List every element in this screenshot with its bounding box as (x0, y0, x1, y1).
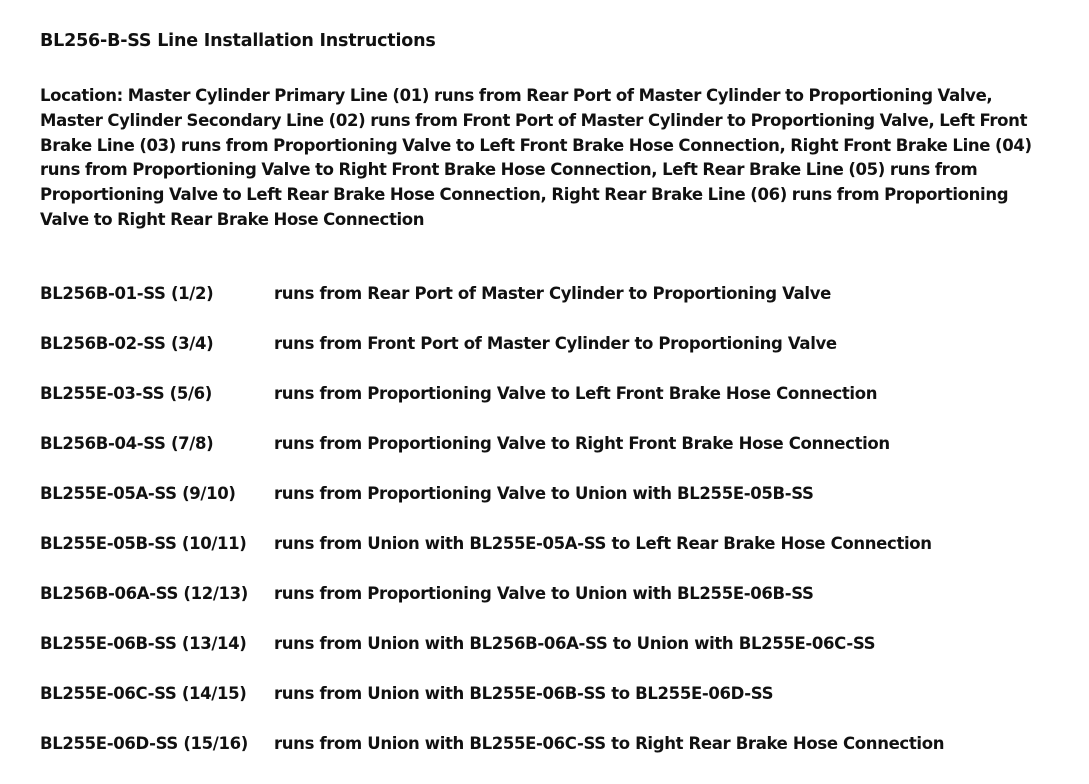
line-part-number: BL255E-05A-SS (9/10) (40, 484, 236, 503)
line-part-number: BL255E-05B-SS (10/11) (40, 534, 247, 553)
line-part-number: BL256B-04-SS (7/8) (40, 434, 214, 453)
line-description: runs from Proportioning Valve to Union with BL255E-05B-SS (274, 484, 814, 503)
line-description: runs from Union with BL255E-06C-SS to Right Rear Brake Hose Connection (274, 734, 945, 753)
line-description: runs from Union with BL255E-05A-SS to Left Rear Brake Hose Connection (274, 534, 932, 553)
line-row (40, 532, 1060, 582)
line-description: runs from Proportioning Valve to Union with BL255E-06B-SS (274, 584, 814, 603)
line-row (40, 332, 1060, 382)
line-part-number: BL256B-01-SS (1/2) (40, 284, 214, 303)
line-part-number: BL256B-06A-SS (12/13) (40, 584, 248, 603)
line-part-number: BL256B-02-SS (3/4) (40, 334, 214, 353)
line-row (40, 632, 1060, 682)
line-row (40, 682, 1060, 732)
location-paragraph: Location: Master Cylinder Primary Line (01) runs from Rear Port of Master Cylinder to Proportioning Valve, Master Cylinder Secondary Line (02) runs from Front Port of Master Cylinder to Proportioning Valve, Left Front Brake Line (03) runs from Proportioning Valve to Left Front Brake Hose Connection, Right Front Brake Line (04) runs from Proportioning Valve to Right Front Brake Hose Connection, Left Rear Brake Line (05) runs from Proportioning Valve to Left Rear Brake Hose Connection, Right Rear Brake Line (06) runs from Proportioning Valve to Right Rear Brake Hose Connection (40, 86, 1032, 229)
line-part-number: BL255E-06C-SS (14/15) (40, 684, 247, 703)
line-row (40, 432, 1060, 482)
line-row (40, 582, 1060, 632)
line-row (40, 482, 1060, 532)
line-list (40, 282, 1060, 782)
line-part-number: BL255E-03-SS (5/6) (40, 384, 213, 403)
line-part-number: BL255E-06D-SS (15/16) (40, 734, 248, 753)
document-title: BL256-B-SS Line Installation Instructions (40, 31, 436, 51)
line-description: runs from Proportioning Valve to Right Front Brake Hose Connection (274, 434, 890, 453)
line-part-number: BL255E-06B-SS (13/14) (40, 634, 247, 653)
line-description: runs from Proportioning Valve to Left Front Brake Hose Connection (274, 384, 878, 403)
line-row (40, 382, 1060, 432)
line-description: runs from Front Port of Master Cylinder to Proportioning Valve (274, 334, 837, 353)
line-description: runs from Union with BL256B-06A-SS to Union with BL255E-06C-SS (274, 634, 876, 653)
line-description: runs from Rear Port of Master Cylinder to Proportioning Valve (274, 284, 831, 303)
line-row (40, 282, 1060, 332)
line-description: runs from Union with BL255E-06B-SS to BL255E-06D-SS (274, 684, 774, 703)
line-row (40, 732, 1060, 782)
